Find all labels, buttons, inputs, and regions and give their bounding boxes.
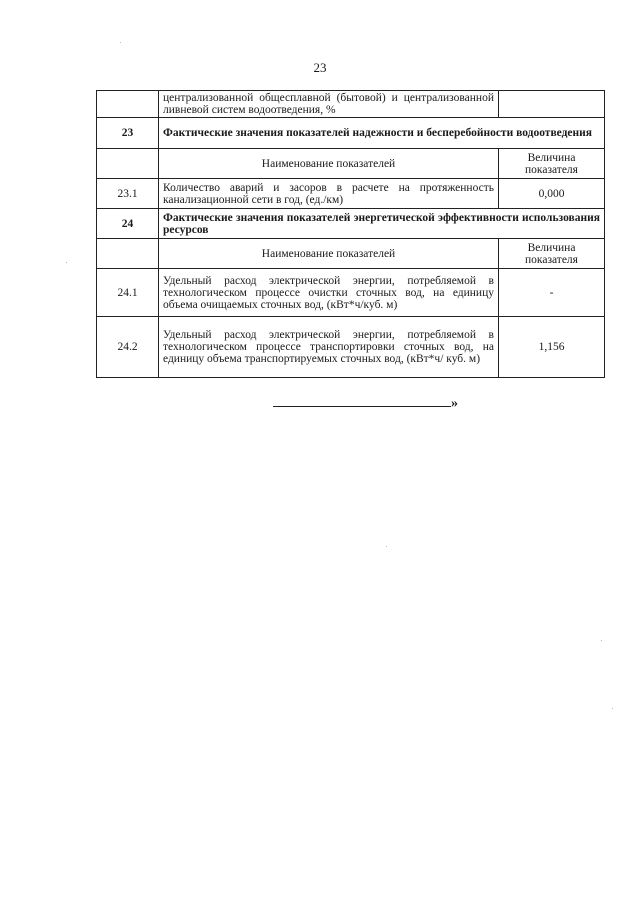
section-row-24 [97, 209, 605, 239]
signature-rule [273, 396, 451, 407]
column-header-number [97, 149, 159, 179]
scan-speck [66, 262, 67, 263]
scan-speck [386, 546, 387, 547]
row-number: 23.1 [97, 179, 159, 209]
row-number: 24.1 [97, 269, 159, 317]
row-name: Количество аварий и засоров в расчете на протяженность канализационной сети в год, (ед./км) [159, 179, 499, 209]
row-number: 24.2 [97, 317, 159, 378]
scan-speck [601, 640, 602, 641]
scan-speck [612, 708, 613, 709]
section-number: 24 [97, 209, 159, 239]
column-header-name: Наименование показателей [159, 149, 499, 179]
column-header-value: Величина показателя [499, 149, 605, 179]
section-number: 23 [97, 118, 159, 149]
continuation-row [97, 91, 605, 118]
row-value: 1,156 [499, 317, 605, 378]
page-number: 23 [313, 60, 327, 75]
closing-quote: » [451, 396, 458, 411]
section-title: Фактические значения показателей энергетической эффективности использования ресурсов [159, 209, 605, 239]
column-header-row [97, 149, 605, 179]
column-header-value: Величина показателя [499, 239, 605, 269]
continuation-number-cell [97, 91, 159, 118]
row-value: - [499, 269, 605, 317]
column-header-name: Наименование показателей [159, 239, 499, 269]
closing-line [273, 396, 459, 412]
row-value: 0,000 [499, 179, 605, 209]
continuation-text: централизованной общесплавной (бытовой) и централизованной ливневой систем водоотведения, % [159, 91, 499, 118]
table-row [97, 269, 605, 317]
column-header-row [97, 239, 605, 269]
row-name: Удельный расход электрической энергии, потребляемой в технологическом процессе очистки сточных вод, на единицу объема очищаемых сточных вод, (кВт*ч/куб. м) [159, 269, 499, 317]
table-row [97, 179, 605, 209]
row-name: Удельный расход электрической энергии, потребляемой в технологическом процессе транспортировки сточных вод, на единицу объема транспортируемых сточных вод, (кВт*ч/ куб. м) [159, 317, 499, 378]
column-header-number [97, 239, 159, 269]
table-row [97, 317, 605, 378]
continuation-value-cell [499, 91, 605, 118]
indicators-table [96, 90, 605, 378]
scan-speck [120, 42, 121, 43]
section-row-23 [97, 118, 605, 149]
section-title: Фактические значения показателей надежности и бесперебойности водоотведения [159, 118, 605, 149]
